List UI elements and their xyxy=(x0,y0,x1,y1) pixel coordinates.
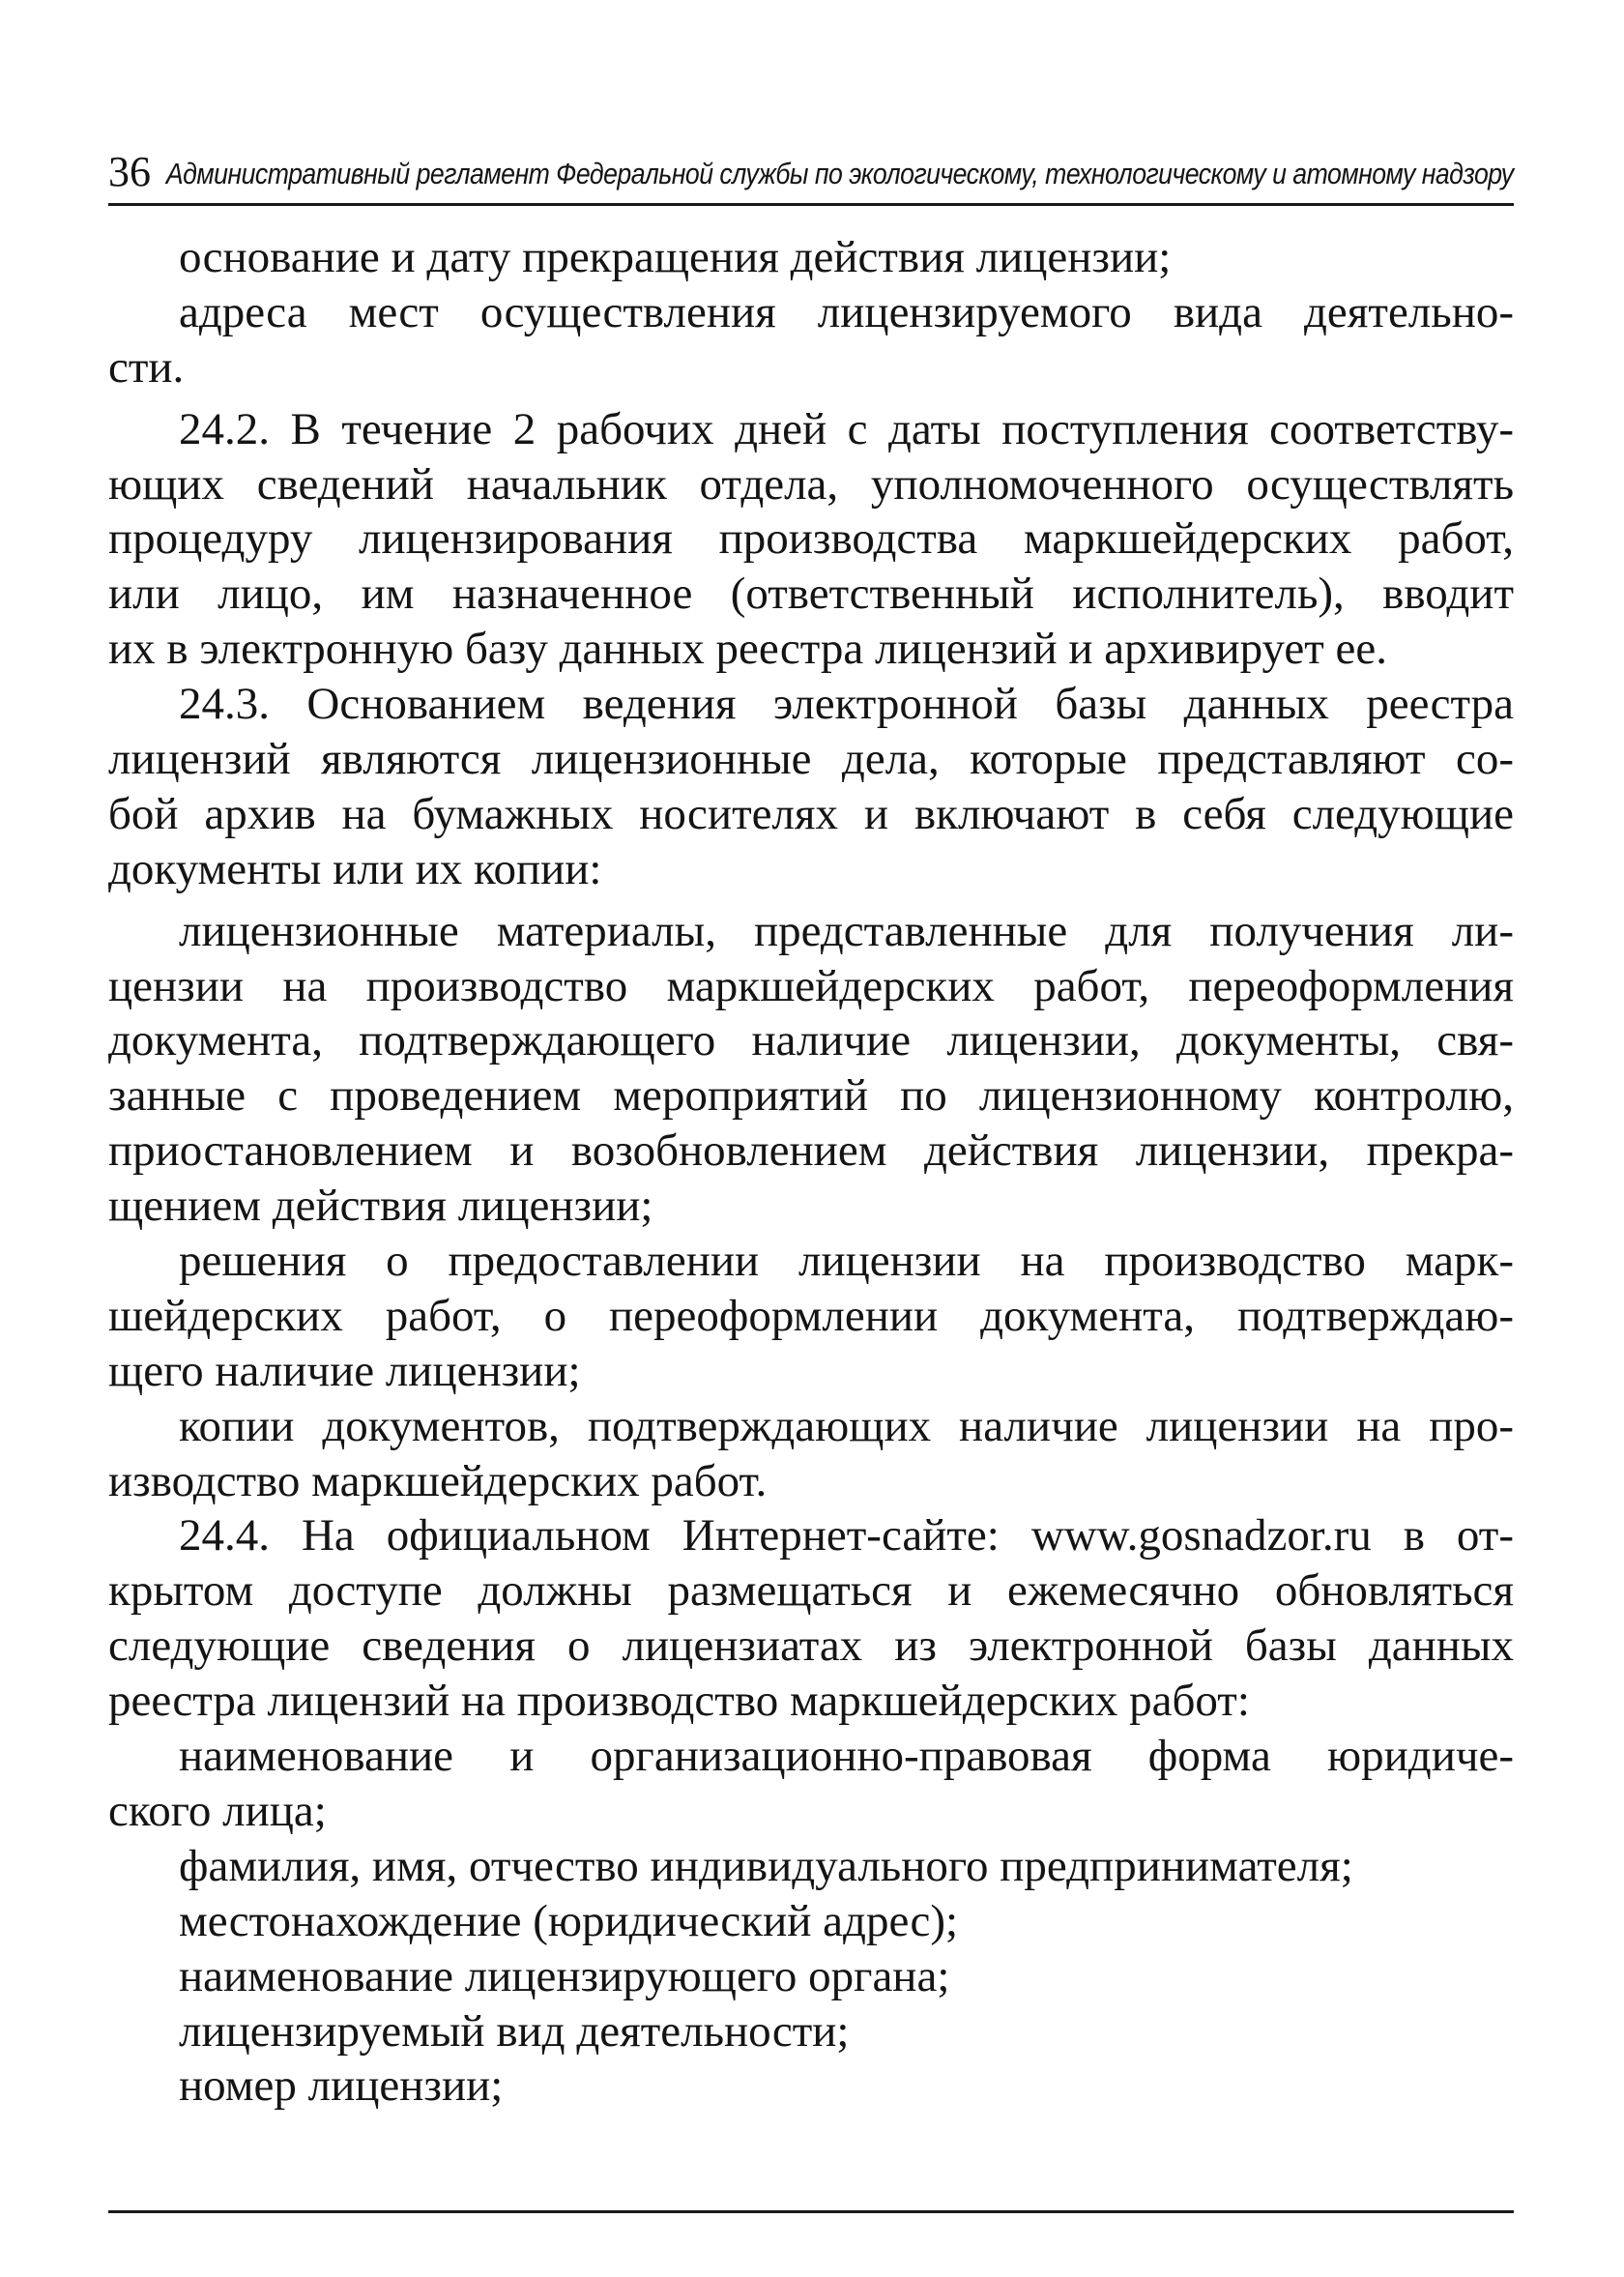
text-line: номер лицензии; xyxy=(179,2060,504,2112)
text-line: документа, подтверждающего наличие лицензии, документы, свя- xyxy=(108,1015,1514,1066)
text-line: сти. xyxy=(108,341,185,393)
text-line: фамилия, имя, отчество индивидуального предпринимателя; xyxy=(179,1840,1353,1891)
text-line: следующие сведения о лицензиатах из электронной базы данных xyxy=(108,1620,1514,1672)
text-line: изводство маркшейдерских работ. xyxy=(108,1455,768,1506)
text-line: шейдерских работ, о переоформлении документа, подтверждаю- xyxy=(108,1290,1514,1341)
text-line: местонахождение (юридический адрес); xyxy=(179,1895,959,1946)
page-body xyxy=(108,230,1514,2114)
text-line: крытом доступе должны размещаться и ежемесячно обновляться xyxy=(108,1565,1514,1617)
footer-rule xyxy=(108,2210,1514,2213)
text-line: 24.2. В течение 2 рабочих дней с даты поступления соответству- xyxy=(179,403,1514,454)
text-line: приостановлением и возобновлением действия лицензии, прекра- xyxy=(108,1125,1514,1177)
running-title: Административный регламент Федеральной службы по экологическому, технологическому и атомному надзору xyxy=(166,157,1514,190)
text-line: лицензируемый вид деятельности; xyxy=(179,2005,850,2057)
page-header xyxy=(108,145,1514,206)
text-line: ского лица; xyxy=(108,1785,327,1836)
text-line: процедуру лицензирования производства маркшейдерских работ, xyxy=(108,513,1514,565)
text-line: наименование лицензирующего органа; xyxy=(179,1950,950,2001)
text-line: адреса мест осуществления лицензируемого вида деятельно- xyxy=(179,286,1514,337)
text-line: ющих сведений начальник отдела, уполномоченного осуществлять xyxy=(108,458,1514,510)
text-line: бой архив на бумажных носителях и включают в себя следующие xyxy=(108,788,1514,839)
text-line: копии документов, подтверждающих наличие лицензии на про- xyxy=(179,1400,1514,1451)
text-line: их в электронную базу данных реестра лицензий и архивирует ее. xyxy=(108,624,1387,675)
text-line: лицензий являются лицензионные дела, которые представляют со- xyxy=(108,734,1514,785)
text-line: или лицо, им назначенное (ответственный исполнитель), вводит xyxy=(108,569,1514,620)
text-line: 24.4. На официальном Интернет-сайте: www.gosnadzor.ru в от- xyxy=(179,1510,1514,1562)
text-line: 24.3. Основанием ведения электронной базы данных реестра xyxy=(179,679,1514,730)
text-line: занные с проведением мероприятий по лицензионному контролю, xyxy=(108,1070,1514,1122)
text-line: наименование и организационно-правовая форма юридиче- xyxy=(179,1731,1514,1782)
text-line: лицензионные материалы, представленные для получения ли- xyxy=(179,905,1514,956)
text-line: щего наличие лицензии; xyxy=(108,1345,581,1396)
text-line: решения о предоставлении лицензии на производство марк- xyxy=(179,1236,1514,1287)
text-line: основание и дату прекращения действия лицензии; xyxy=(179,232,1172,282)
text-line: документы или их копии: xyxy=(108,843,602,894)
text-line: реестра лицензий на производство маркшейдерских работ: xyxy=(108,1676,1250,1727)
text-line: цензии на производство маркшейдерских работ, переоформления xyxy=(108,960,1514,1011)
text-line: щением действия лицензии; xyxy=(108,1181,653,1232)
page-number: 36 xyxy=(108,148,151,195)
